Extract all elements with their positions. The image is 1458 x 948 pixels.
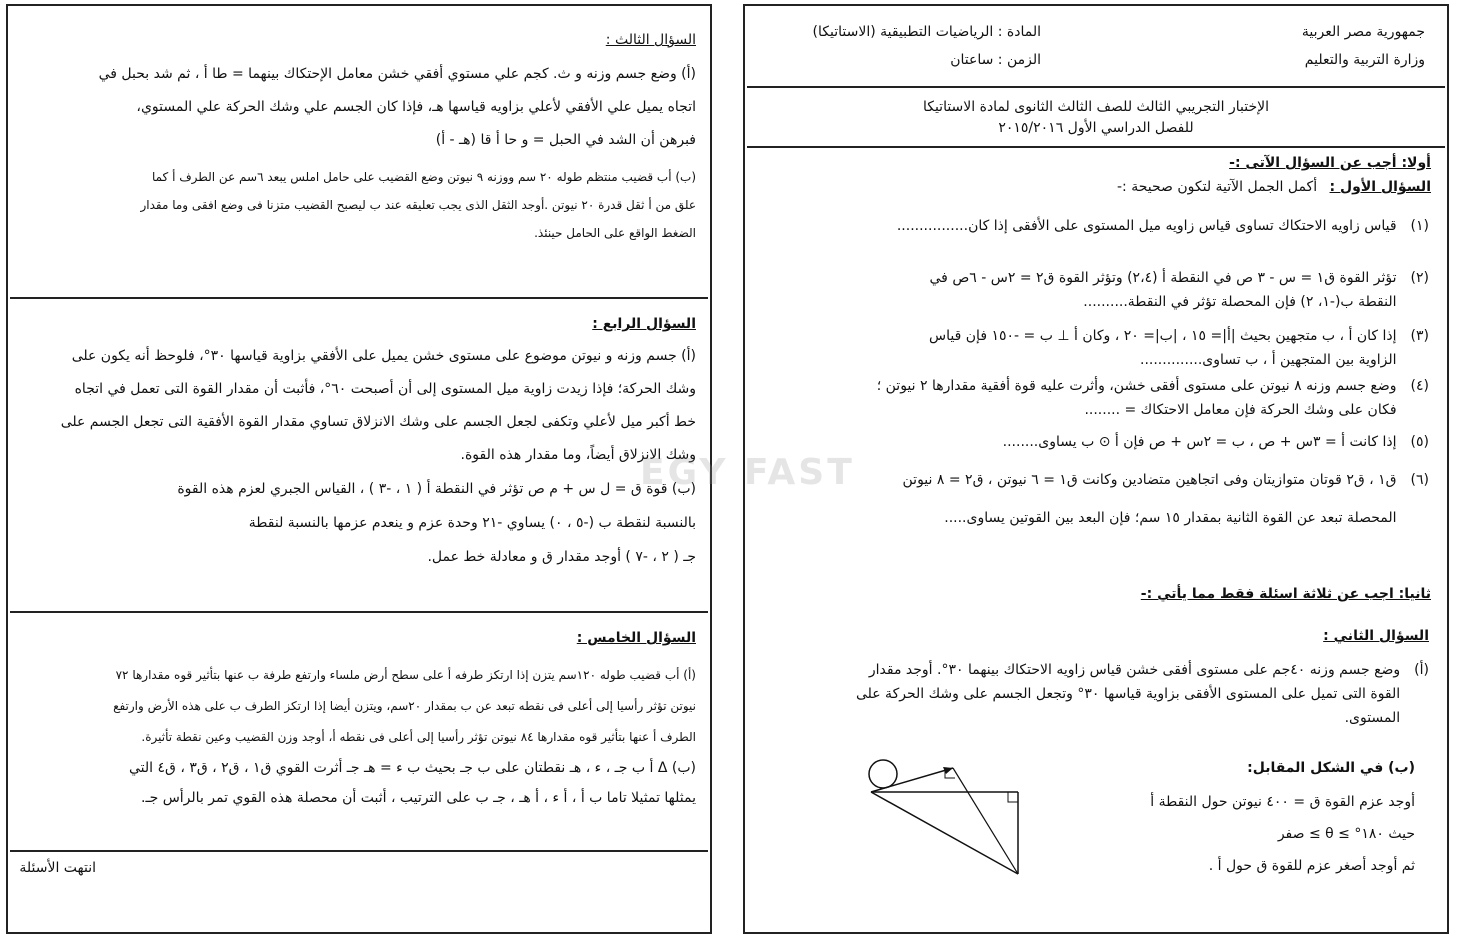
header-left-group bbox=[1245, 20, 1425, 72]
q2-section bbox=[757, 624, 1429, 730]
q1-item: (٤) وضع جسم وزنه ٨ نيوتن على مستوى أفقى خشن، وأثرت عليه قوة أفقية مقدارها ٢ نيوتن ؛ فكان على وشك الحركة فإن معامل الاحتكاك = ........ bbox=[876, 378, 1429, 418]
ministry-name: وزارة التربية والتعليم bbox=[1304, 52, 1425, 68]
force-line-of-action bbox=[953, 768, 1018, 874]
exam-title: الإختبار التجريبي الثالث للصف الثالث الثانوى لمادة الاستاتيكا bbox=[922, 99, 1270, 115]
q1-instruction: أكمل الجمل الآتية لتكون صحيحة :- bbox=[1117, 179, 1318, 195]
hypotenuse bbox=[871, 792, 1018, 874]
q1-item: (٥) إذا كانت أ = ٣س + ص ، ب = ٢س + ص فإن أ ⊙ ب يساوى........ bbox=[1002, 434, 1429, 450]
q2a: (أ) وضع جسم وزنه ٤٠جم على مستوى أفقى خشن قياس زاويه الاحتكاك بينهما ٣٠°. أوجد مقدار القوة التى تميل على المستوى الأفقى بزاوية قياسها ٣٠° وتجعل الجسم على وشك الحركة على المستوى. bbox=[855, 662, 1429, 726]
q4-section: السؤال الرابع : (أ) جسم وزنه و نيوتن موضوع على مستوى خشن يميل على الأفقي بزاوية قياسها ٣٠°، فلوحظ أنه يكون على وشك الحركة؛ فإذا زيدت زاوية ميل المستوى إلى أن أصبحت ٦٠°، فأثبت أن مقدار القوة التى تعمل في اتجاه خط أكبر ميل لأعلي وتكفى لجعل الجسم على وشك الانزلاق تساوي مقدار القوة الأفقية التى تجعل الجسم على وشك الانزلاق أيضاً، وما مقدار هذه القوة. (ب) قوة ق = ل س + م ص تؤثر في النقطة أ ( ١ ، -٣ ) ، القياس الجبري لعزم هذه القوة بالنسبة لنقطة ب (-٥ ، ٠) يساوي -٢١ وحدة عزم و ينعدم عزمها بالنسبة لنقطة جـ ( ٢ ، -٧ ) أوجد مقدار ق و معادلة خط عمل. bbox=[16, 312, 696, 574]
q1-title: السؤال الأول : bbox=[1329, 179, 1431, 195]
q1-item: (٢) تؤثر القوة ق١ = س - ٣ ص في النقطة أ (٢،٤) وتؤثر القوة ق٢ = ٢س - ٦ص في النقطة ب(-١، ٢) فإن المحصلة تؤثر في النقطة.......... bbox=[929, 270, 1429, 310]
part1-heading: أولا: أجب عن السؤال الآتى :- bbox=[1229, 155, 1431, 171]
q1-items bbox=[757, 214, 1429, 530]
force-arrow bbox=[871, 768, 953, 792]
duration-line: الزمن : ساعتان bbox=[950, 52, 1041, 68]
q1-item: (٣) إذا كان أ ، ب متجهين بحيث |أ|= ١٥ ، |ب|= ٢٠ ، وكان أ ⊥ ب = -١٥٠ فإن قياس الزاوية بين المتجهين أ ، ب تساوى.............. bbox=[929, 328, 1429, 368]
q5-title: السؤال الخامس : bbox=[576, 630, 696, 646]
q5-divider bbox=[10, 850, 708, 852]
q1-item: (١) قياس زاويه الاحتكاك تساوى قياس زاويه ميل المستوى على الأفقى إذا كان................ bbox=[896, 218, 1429, 234]
country-name: جمهورية مصر العربية bbox=[1301, 24, 1425, 40]
moment-diagram bbox=[863, 754, 1093, 894]
part1-section bbox=[751, 151, 1431, 199]
q3-section: السؤال الثالث : (أ) وضع جسم وزنه و ث. كجم علي مستوي أفقي خشن معامل الإحتكاك بينهما = طا أ ، ثم شد بحبل في اتجاه يميل علي الأفقي لأعلي بزاويه قياسها هـ، فإذا كان الجسم علي وشك الحركة علي المستوي، فبرهن أن الشد في الحبل = و حا أ قا (هـ - أ) (ب) أب قضيب منتظم طوله ٢٠ سم ووزنه ٩ نيوتن وضع القضيب على حامل املس يبعد ٦سم عن الطرف أ كما علق من أ ثقل قدرة ٢٠ نيوتن .أوجد الثقل الذى يجب تعليقه عند ب ليصبح القضيب متزنا فى وضع افقى وما مقدار الضغط الواقع على الحامل حينئذ. bbox=[16, 28, 696, 247]
q3-divider bbox=[10, 297, 708, 299]
exam-term: للفصل الدراسي الأول ٢٠١٥/٢٠١٦ bbox=[998, 120, 1194, 136]
right-angle-icon bbox=[1008, 792, 1018, 802]
q2b-section: (ب) في الشكل المقابل: أوجد عزم القوة ق = ٤٠٠ نيوتن حول النقطة أ حيث ١٨٠° ≥ θ ≥ صفر ثم أوجد أصغر عزم للقوة ق حول أ . bbox=[1085, 756, 1415, 878]
subject-line: المادة : الرياضيات التطبيقية (الاستاتيكا) bbox=[812, 24, 1041, 40]
end-text: انتهت الأسئلة bbox=[19, 860, 96, 876]
q3-title: السؤال الثالث : bbox=[605, 32, 696, 48]
exam-title-block bbox=[845, 95, 1347, 137]
exam-page-left bbox=[6, 4, 712, 934]
q4-title: السؤال الرابع : bbox=[592, 316, 696, 332]
watermark: EGY FAST bbox=[640, 452, 855, 493]
q2b-title: (ب) في الشكل المقابل: bbox=[1247, 760, 1415, 776]
q2-title: السؤال الثاني : bbox=[1323, 628, 1429, 644]
title-divider bbox=[747, 146, 1445, 148]
force-circle bbox=[869, 760, 897, 788]
q1-item: (٦) ق١ ، ق٢ قوتان متوازيتان وفى اتجاهين متضادين وكانت ق١ = ٦ نيوتن ، ق٢ = ٨ نيوتن المحصلة تبعد عن القوة الثانية بمقدار ١٥ سم؛ فإن البعد بين القوتين يساوى..... bbox=[902, 472, 1429, 526]
header-divider bbox=[747, 86, 1445, 88]
part2-heading: ثانيا: اجب عن ثلاثة اسئلة فقط مما يأتي :- bbox=[1140, 586, 1431, 602]
header-subject-group bbox=[781, 20, 1041, 72]
q5-section: السؤال الخامس : (أ) أب قضيب طوله ١٢٠سم يتزن إذا ارتكز طرفه أ على سطح أرض ملساء وارتفع طرفة ب عنها بتأثير قوه مقدارها ٧٢ نيوتن تؤثر رأسيا إلى أعلى فى نقطه تبعد عن ب بمقدار ٢٠سم، ويتزن أيضا إذا ارتكز الطرف ب على هذه الأرض وارتفع الطرف أ عنها بتأثير قوه مقدارها ٨٤ نيوتن تؤثر رأسيا إلى أعلى فى نقطه أ، أوجد وزن القضيب وعين نقطة تأثيرة. (ب) Δ أ ب جـ ، ء ، هـ نقطتان على ب جـ بحيث ب ء = هـ جـ أثرت القوي ق١ ، ق٢ ، ق٣ ، ق٤ التي يمثلها تمثيلا تاما ب أ ، أ ء ، أ هـ ، جـ ب على الترتيب ، أثبت أن محصلة هذه القوي تمر بالرأس جـ. bbox=[16, 626, 696, 813]
q4-divider bbox=[10, 611, 708, 613]
